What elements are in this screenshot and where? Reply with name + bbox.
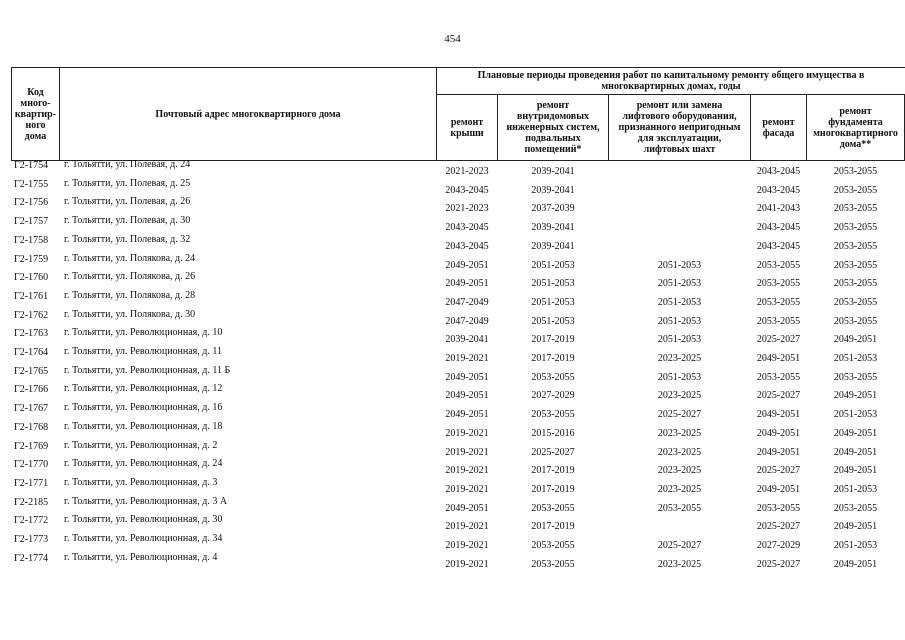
header-elevator-line: лифтовых шахт	[643, 144, 716, 155]
cell-foundation: 2049-2051	[833, 558, 878, 570]
cell-code: Г2-1765	[14, 365, 49, 377]
header-roof-line: ремонт	[450, 116, 484, 128]
cell-facade: 2049-2051	[756, 409, 801, 421]
cell-address: г. Тольятти, ул. Революционная, д. 30	[64, 514, 223, 526]
cell-foundation: 2049-2051	[833, 446, 878, 458]
cell-systems: 2053-2055	[531, 502, 575, 514]
cell-address: г. Тольятти, ул. Революционная, д. 11	[64, 346, 223, 357]
header-code-line: много-	[20, 97, 51, 109]
cell-systems: 2025-2027	[531, 446, 575, 458]
cell-address: г. Тольятти, ул. Революционная, д. 34	[64, 533, 223, 544]
cell-code: Г2-1755	[14, 178, 49, 190]
header-elevator	[608, 94, 751, 161]
cell-systems: 2051-2053	[531, 259, 575, 271]
cell-roof: 2043-2045	[445, 222, 489, 234]
cell-foundation: 2053-2055	[833, 184, 878, 196]
cell-roof: 2049-2051	[445, 259, 489, 271]
cell-code: Г2-1774	[14, 552, 49, 564]
cell-foundation: 2053-2055	[833, 166, 878, 177]
table-row	[0, 551, 905, 574]
cell-foundation: 2051-2053	[833, 409, 878, 421]
cell-code: Г2-2185	[14, 496, 49, 508]
cell-address: г. Тольятти, ул. Полевая, д. 30	[64, 215, 191, 227]
cell-facade: 2025-2027	[756, 521, 801, 533]
header-code-line: дома	[24, 130, 47, 142]
cell-facade: 2041-2043	[756, 203, 801, 215]
cell-facade: 2053-2055	[756, 278, 801, 290]
cell-foundation: 2049-2051	[833, 390, 878, 402]
cell-address: г. Тольятти, ул. Полевая, д. 24	[64, 159, 191, 170]
header-elevator-line: для эксплуатации,	[637, 133, 722, 144]
cell-elevator: 2051-2053	[657, 371, 702, 383]
cell-facade: 2043-2045	[756, 184, 801, 196]
cell-systems: 2017-2019	[531, 521, 575, 533]
cell-address: г. Тольятти, ул. Революционная, д. 11 Б	[64, 364, 231, 376]
cell-roof: 2049-2051	[445, 409, 489, 421]
cell-roof: 2043-2045	[445, 240, 489, 252]
cell-roof: 2047-2049	[445, 296, 489, 308]
cell-elevator: 2023-2025	[657, 446, 702, 458]
cell-facade: 2027-2029	[756, 540, 801, 551]
cell-systems: 2039-2041	[531, 222, 575, 234]
cell-systems: 2051-2053	[531, 278, 575, 290]
cell-foundation: 2053-2055	[833, 371, 878, 383]
page-number: 454	[444, 33, 461, 45]
cell-facade: 2049-2051	[756, 427, 801, 439]
cell-facade: 2053-2055	[756, 371, 801, 383]
header-foundation-line: многоквартирного	[813, 127, 898, 139]
header-systems-line: ремонт	[536, 100, 570, 111]
cell-roof: 2019-2021	[445, 558, 489, 570]
cell-address: г. Тольятти, ул. Полякова, д. 26	[64, 271, 196, 283]
cell-systems: 2053-2055	[531, 558, 575, 570]
cell-elevator: 2023-2025	[657, 390, 702, 402]
header-roof-line: крыши	[450, 127, 484, 139]
cell-address: г. Тольятти, ул. Полякова, д. 30	[64, 308, 196, 320]
header-systems	[497, 94, 609, 161]
cell-elevator: 2025-2027	[657, 409, 702, 421]
header-address-text: Почтовый адрес многоквартирного дома	[155, 108, 341, 120]
header-foundation-line: фундамента	[828, 116, 883, 128]
cell-foundation: 2053-2055	[833, 203, 878, 215]
cell-elevator: 2051-2053	[657, 259, 702, 271]
header-systems-line: подвальных	[525, 133, 581, 144]
header-code-line: квартир-	[14, 108, 57, 120]
cell-code: Г2-1769	[14, 440, 49, 452]
cell-foundation: 2051-2053	[833, 483, 878, 495]
cell-roof: 2019-2021	[445, 446, 489, 458]
cell-facade: 2043-2045	[756, 222, 801, 234]
header-facade-line: ремонт	[762, 116, 795, 128]
header-elevator-line: лифтового оборудования,	[622, 111, 737, 122]
header-facade	[750, 94, 807, 161]
cell-address: г. Тольятти, ул. Полевая, д. 32	[64, 233, 191, 245]
cell-systems: 2053-2055	[531, 540, 575, 551]
cell-facade: 2025-2027	[756, 558, 801, 570]
header-foundation	[806, 94, 905, 161]
cell-facade: 2043-2045	[756, 166, 801, 177]
cell-elevator: 2025-2027	[657, 540, 702, 551]
header-periods-line: Плановые периоды проведения работ по капитальному ремонту общего имущества в	[477, 70, 865, 81]
cell-systems: 2017-2019	[531, 334, 575, 346]
cell-address: г. Тольятти, ул. Полякова, д. 24	[64, 252, 196, 264]
cell-address: г. Тольятти, ул. Революционная, д. 24	[64, 458, 223, 470]
header-systems-line: помещений*	[524, 144, 582, 155]
cell-facade: 2053-2055	[756, 315, 801, 327]
header-foundation-line: дома**	[839, 138, 872, 150]
cell-elevator: 2023-2025	[657, 483, 702, 495]
header-periods-line: многоквартирных домах, годы	[601, 81, 741, 92]
cell-code: Г2-1770	[14, 459, 49, 471]
cell-systems: 2017-2019	[531, 353, 575, 364]
cell-code: Г2-1761	[14, 290, 49, 302]
header-elevator-line: признанного непригодным	[618, 122, 741, 133]
header-systems-line: инженерных систем,	[506, 122, 600, 133]
cell-systems: 2051-2053	[531, 296, 575, 308]
header-code-line: ного	[25, 119, 46, 131]
cell-facade: 2049-2051	[756, 353, 801, 364]
header-facade-line: фасада	[762, 127, 795, 139]
cell-code: Г2-1772	[14, 515, 49, 527]
cell-roof: 2043-2045	[445, 184, 489, 196]
header-code	[11, 67, 60, 161]
cell-systems: 2027-2029	[531, 390, 575, 402]
cell-systems: 2039-2041	[531, 184, 575, 196]
cell-roof: 2049-2051	[445, 502, 489, 514]
cell-systems: 2039-2041	[531, 240, 575, 252]
cell-foundation: 2053-2055	[833, 315, 878, 327]
header-address	[59, 67, 437, 161]
cell-facade: 2049-2051	[756, 446, 801, 458]
cell-code: Г2-1764	[14, 347, 49, 358]
cell-systems: 2053-2055	[531, 409, 575, 421]
cell-address: г. Тольятти, ул. Революционная, д. 12	[64, 383, 223, 395]
cell-roof: 2021-2023	[445, 166, 489, 177]
cell-address: г. Тольятти, ул. Революционная, д. 2	[64, 439, 218, 451]
cell-elevator: 2023-2025	[657, 558, 702, 570]
cell-foundation: 2051-2053	[833, 353, 878, 364]
cell-roof: 2021-2023	[445, 203, 489, 215]
header-periods-title	[436, 67, 905, 95]
cell-elevator: 2051-2053	[657, 278, 702, 290]
cell-systems: 2017-2019	[531, 483, 575, 495]
cell-address: г. Тольятти, ул. Революционная, д. 3 А	[64, 495, 228, 507]
cell-facade: 2053-2055	[756, 296, 801, 308]
header-code-line: Код	[27, 86, 44, 98]
cell-address: г. Тольятти, ул. Полякова, д. 28	[64, 289, 196, 301]
cell-code: Г2-1766	[14, 384, 49, 396]
cell-roof: 2039-2041	[445, 334, 489, 346]
cell-code: Г2-1767	[14, 403, 49, 415]
cell-roof: 2019-2021	[445, 483, 489, 495]
cell-systems: 2017-2019	[531, 465, 575, 477]
cell-elevator: 2051-2053	[657, 334, 702, 346]
header-elevator-line: ремонт или замена	[636, 100, 723, 111]
header-roof	[436, 94, 498, 161]
cell-code: Г2-1754	[14, 160, 49, 171]
cell-code: Г2-1771	[14, 477, 49, 489]
cell-foundation: 2049-2051	[833, 465, 878, 477]
cell-facade: 2043-2045	[756, 240, 801, 252]
cell-address: г. Тольятти, ул. Полевая, д. 25	[64, 177, 191, 189]
cell-code: Г2-1762	[14, 309, 49, 321]
cell-systems: 2051-2053	[531, 315, 575, 327]
cell-address: г. Тольятти, ул. Полевая, д. 26	[64, 196, 191, 208]
cell-code: Г2-1758	[14, 234, 49, 246]
cell-roof: 2049-2051	[445, 390, 489, 402]
cell-foundation: 2049-2051	[833, 427, 878, 439]
cell-roof: 2049-2051	[445, 371, 489, 383]
cell-address: г. Тольятти, ул. Революционная, д. 16	[64, 402, 223, 414]
cell-code: Г2-1759	[14, 253, 49, 265]
cell-roof: 2019-2021	[445, 353, 489, 364]
cell-address: г. Тольятти, ул. Революционная, д. 3	[64, 476, 218, 488]
cell-roof: 2019-2021	[445, 540, 489, 551]
cell-foundation: 2049-2051	[833, 521, 878, 533]
cell-address: г. Тольятти, ул. Революционная, д. 4	[64, 551, 218, 563]
cell-code: Г2-1756	[14, 197, 49, 209]
cell-facade: 2053-2055	[756, 259, 801, 271]
cell-facade: 2053-2055	[756, 502, 801, 514]
cell-roof: 2019-2021	[445, 465, 489, 477]
cell-elevator: 2023-2025	[657, 465, 702, 477]
cell-facade: 2025-2027	[756, 334, 801, 346]
cell-address: г. Тольятти, ул. Революционная, д. 18	[64, 420, 223, 432]
cell-elevator: 2053-2055	[657, 502, 702, 514]
cell-foundation: 2053-2055	[833, 222, 878, 234]
cell-facade: 2025-2027	[756, 390, 801, 402]
cell-systems: 2053-2055	[531, 371, 575, 383]
cell-foundation: 2053-2055	[833, 240, 878, 252]
cell-elevator: 2051-2053	[657, 296, 702, 308]
cell-foundation: 2049-2051	[833, 334, 878, 346]
cell-code: Г2-1773	[14, 534, 49, 545]
cell-systems: 2015-2016	[531, 427, 575, 439]
cell-facade: 2049-2051	[756, 483, 801, 495]
cell-foundation: 2053-2055	[833, 278, 878, 290]
cell-address: г. Тольятти, ул. Революционная, д. 10	[64, 327, 223, 339]
header-systems-line: внутридомовых	[516, 111, 590, 122]
cell-systems: 2037-2039	[531, 203, 575, 215]
cell-code: Г2-1757	[14, 216, 49, 228]
cell-foundation: 2053-2055	[833, 502, 878, 514]
cell-code: Г2-1760	[14, 272, 49, 284]
cell-foundation: 2053-2055	[833, 259, 878, 271]
cell-foundation: 2053-2055	[833, 296, 878, 308]
cell-facade: 2025-2027	[756, 465, 801, 477]
cell-elevator: 2023-2025	[657, 427, 702, 439]
cell-foundation: 2051-2053	[833, 540, 878, 551]
cell-systems: 2039-2041	[531, 166, 575, 177]
cell-roof: 2047-2049	[445, 315, 489, 327]
cell-code: Г2-1768	[14, 421, 49, 433]
cell-elevator: 2051-2053	[657, 315, 702, 327]
header-foundation-line: ремонт	[839, 105, 872, 117]
cell-roof: 2049-2051	[445, 278, 489, 290]
cell-roof: 2019-2021	[445, 427, 489, 439]
cell-elevator: 2023-2025	[657, 353, 702, 364]
cell-code: Г2-1763	[14, 328, 49, 340]
cell-roof: 2019-2021	[445, 521, 489, 533]
